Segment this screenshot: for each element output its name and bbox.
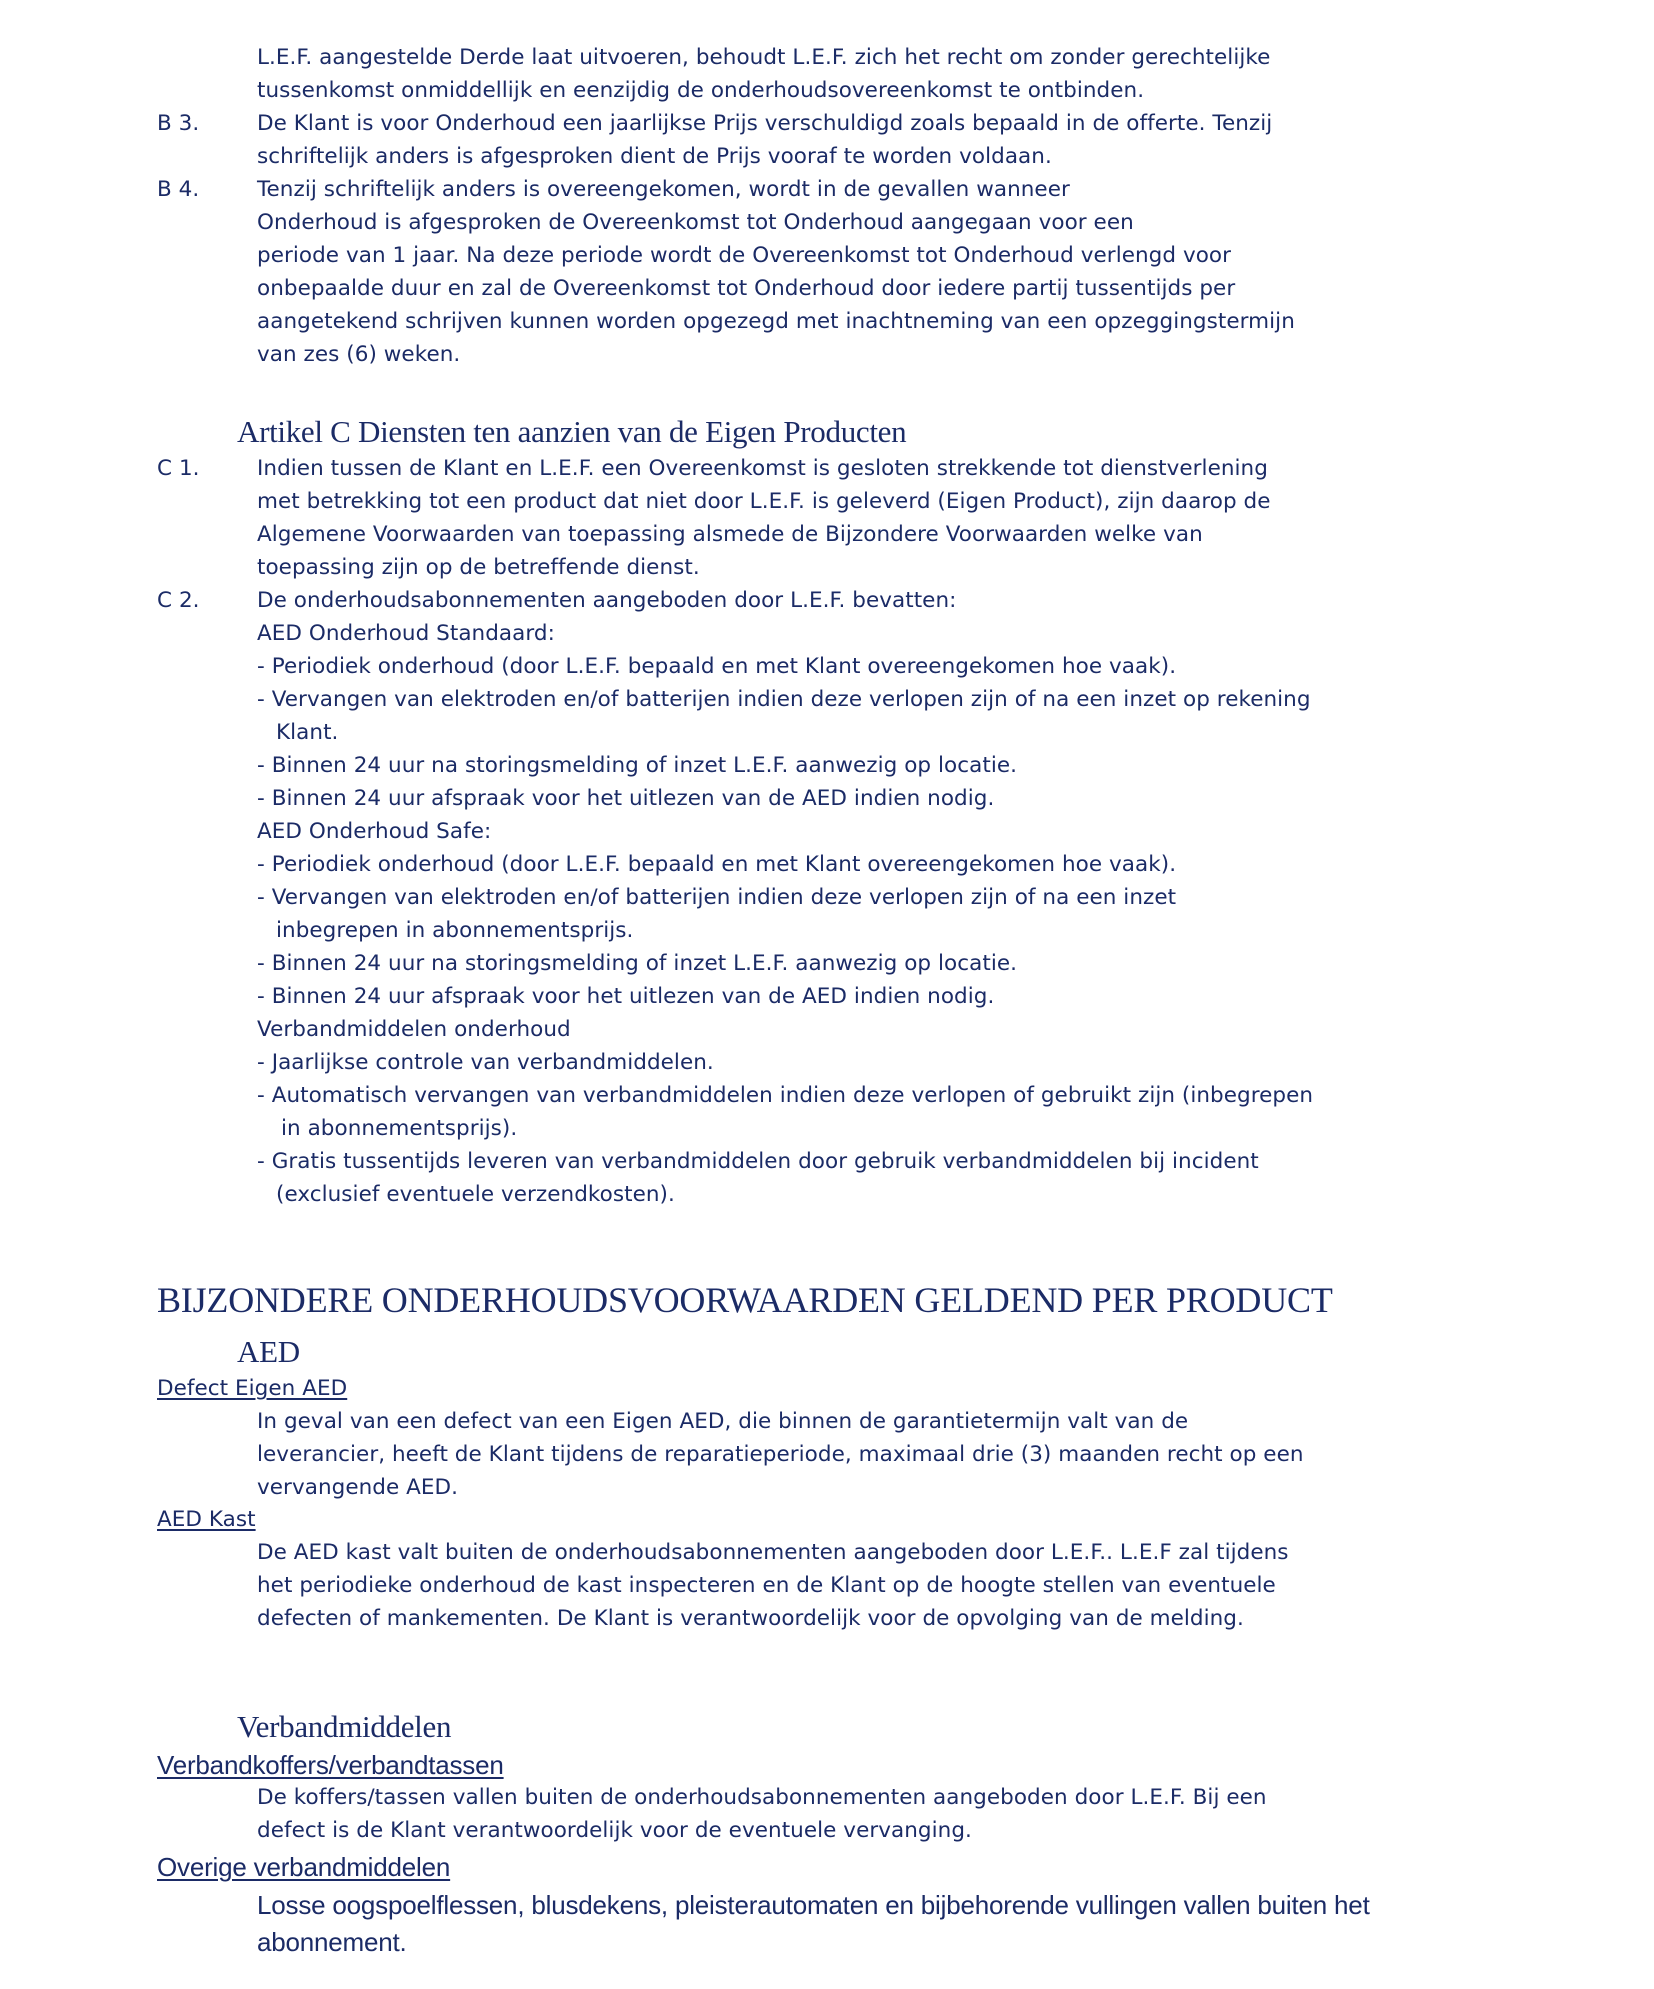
verbandmiddelen-heading: Verbandmiddelen (237, 1709, 452, 1744)
paragraph-line: het periodieke onderhoud de kast inspecteren en de Klant op de hoogte stellen van eventuele (257, 1573, 1276, 1598)
clause-line: van zes (6) weken. (257, 342, 461, 367)
paragraph-line: defect is de Klant verantwoordelijk voor de eventuele vervanging. (257, 1818, 972, 1843)
paragraph-line: leverancier, heeft de Klant tijdens de reparatieperiode, maximaal drie (3) maanden recht op een (257, 1442, 1304, 1467)
plan-item: - Binnen 24 uur na storingsmelding of inzet L.E.F. aanwezig op locatie. (257, 753, 1018, 778)
plan-item: - Vervangen van elektroden en/of batterijen indien deze verlopen zijn of na een inzet op rekening (257, 687, 1311, 712)
paragraph-line: abonnement. (257, 1927, 407, 1957)
clause-line: schriftelijk anders is afgesproken dient de Prijs vooraf te worden voldaan. (257, 144, 1052, 169)
clause-line: Tenzij schriftelijk anders is overeengekomen, wordt in de gevallen wanneer (257, 177, 1070, 202)
paragraph-line: De AED kast valt buiten de onderhoudsabonnementen aangeboden door L.E.F.. L.E.F zal tijdens (257, 1540, 1289, 1565)
plan-item: - Vervangen van elektroden en/of batterijen indien deze verlopen zijn of na een inzet (257, 885, 1177, 910)
plan-item: - Binnen 24 uur na storingsmelding of inzet L.E.F. aanwezig op locatie. (257, 951, 1018, 976)
plan-item: - Periodiek onderhoud (door L.E.F. bepaald en met Klant overeengekomen hoe vaak). (257, 852, 1177, 877)
clause-line: toepassing zijn op de betreffende dienst. (257, 555, 700, 580)
plan-item: - Binnen 24 uur afspraak voor het uitlezen van de AED indien nodig. (257, 984, 995, 1009)
plan-title: Verbandmiddelen onderhoud (257, 1017, 571, 1042)
plan-item-continuation: Klant. (276, 720, 339, 745)
clause-intro: De onderhoudsabonnementen aangeboden door L.E.F. bevatten: (257, 588, 957, 613)
clause-label: B 3. (157, 111, 200, 136)
clause-line: periode van 1 jaar. Na deze periode wordt de Overeenkomst tot Onderhoud verlengd voor (257, 243, 1232, 268)
plan-item: - Gratis tussentijds leveren van verbandmiddelen door gebruik verbandmiddelen bij incident (257, 1149, 1259, 1174)
clause-label: C 2. (157, 588, 200, 613)
clause-line: aangetekend schrijven kunnen worden opgezegd met inachtneming van een opzeggingstermijn (257, 309, 1295, 334)
paragraph-line: De koffers/tassen vallen buiten de onderhoudsabonnementen aangeboden door L.E.F. Bij een (257, 1785, 1267, 1810)
paragraph-line: vervangende AED. (257, 1475, 459, 1500)
paragraph-line: L.E.F. aangestelde Derde laat uitvoeren, behoudt L.E.F. zich het recht om zonder gerechtelijke (257, 45, 1271, 70)
clause-line: met betrekking tot een product dat niet door L.E.F. is geleverd (Eigen Product), zijn daarop de (257, 489, 1271, 514)
plan-item: - Jaarlijkse controle van verbandmiddelen. (257, 1050, 714, 1075)
paragraph-line: defecten of mankementen. De Klant is verantwoordelijk voor de opvolging van de melding. (257, 1606, 1244, 1631)
clause-line: Algemene Voorwaarden van toepassing alsmede de Bijzondere Voorwaarden welke van (257, 522, 1203, 547)
plan-title: AED Onderhoud Standaard: (257, 621, 555, 646)
subsection-title: Overige verbandmiddelen (157, 1852, 451, 1882)
plan-item: - Binnen 24 uur afspraak voor het uitlezen van de AED indien nodig. (257, 786, 995, 811)
plan-item: - Periodiek onderhoud (door L.E.F. bepaald en met Klant overeengekomen hoe vaak). (257, 654, 1177, 679)
article-c-heading: Artikel C Diensten ten aanzien van de Eigen Producten (237, 414, 907, 449)
clause-line: Indien tussen de Klant en L.E.F. een Overeenkomst is gesloten strekkende tot dienstverlening (257, 456, 1268, 481)
paragraph-line: In geval van een defect van een Eigen AED, die binnen de garantietermijn valt van de (257, 1409, 1189, 1434)
clause-line: onbepaalde duur en zal de Overeenkomst tot Onderhoud door iedere partij tussentijds per (257, 276, 1236, 301)
paragraph-line: Losse oogspoelflessen, blusdekens, pleisterautomaten en bijbehorende vullingen vallen buiten het (257, 1890, 1370, 1920)
clause-line: Onderhoud is afgesproken de Overeenkomst tot Onderhoud aangegaan voor een (257, 210, 1134, 235)
special-conditions-heading: BIJZONDERE ONDERHOUDSVOORWAARDEN GELDEND PER PRODUCT (157, 1280, 1333, 1320)
plan-item: - Automatisch vervangen van verbandmiddelen indien deze verlopen of gebruikt zijn (inbegrepen (257, 1083, 1314, 1108)
clause-label: B 4. (157, 177, 200, 202)
subsection-title: AED Kast (157, 1507, 256, 1532)
subsection-title: Defect Eigen AED (157, 1376, 348, 1401)
clause-label: C 1. (157, 456, 200, 481)
aed-heading: AED (237, 1334, 300, 1369)
subsection-title: Verbandkoffers/verbandtassen (157, 1750, 504, 1780)
plan-item-continuation: inbegrepen in abonnementsprijs. (276, 918, 634, 943)
plan-title: AED Onderhoud Safe: (257, 819, 492, 844)
plan-item-continuation: (exclusief eventuele verzendkosten). (276, 1182, 675, 1207)
paragraph-line: tussenkomst onmiddellijk en eenzijdig de onderhoudsovereenkomst te ontbinden. (257, 78, 1145, 103)
clause-line: De Klant is voor Onderhoud een jaarlijkse Prijs verschuldigd zoals bepaald in de offerte. Tenzij (257, 111, 1273, 136)
plan-item-continuation: in abonnementsprijs). (281, 1116, 518, 1141)
